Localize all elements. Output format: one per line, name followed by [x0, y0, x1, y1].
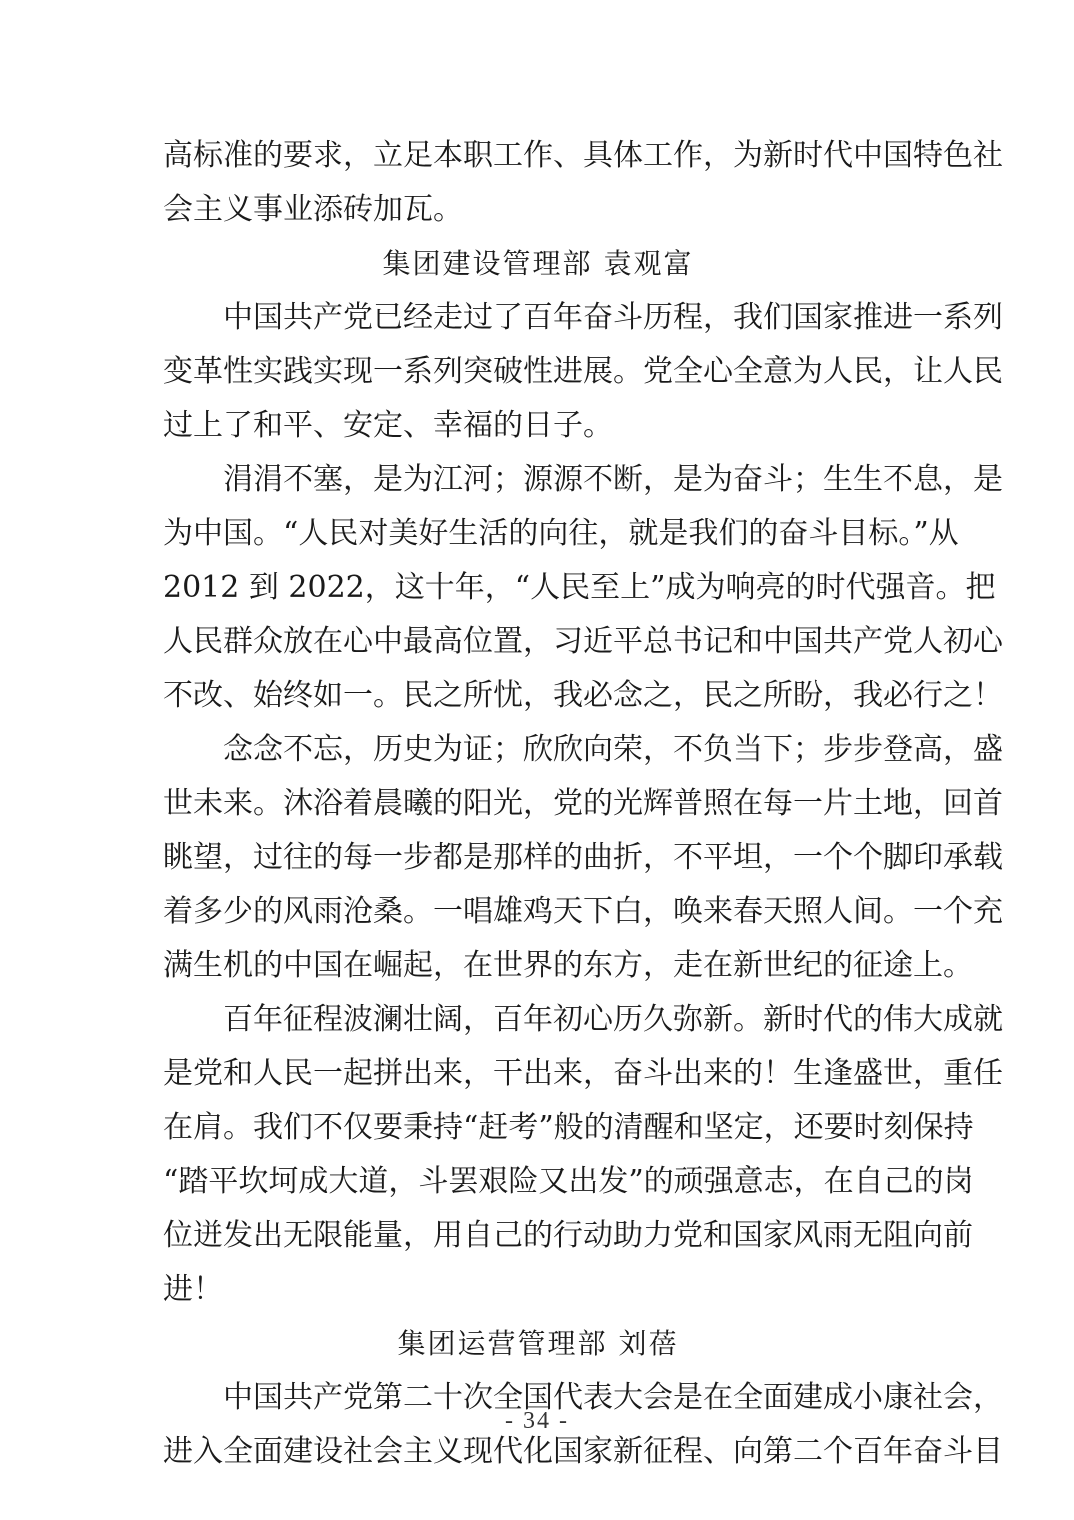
paragraph-line: 中国共产党已经走过了百年奋斗历程，我们国家推进一系列 — [223, 300, 1003, 335]
paragraph-line: 会主义事业添砖加瓦。 — [163, 192, 463, 227]
author-heading: 集团运营管理部 刘蓓 — [397, 1327, 679, 1360]
paragraph-line: 在肩。我们不仅要秉持“赶考”般的清醒和坚定，还要时刻保持 — [163, 1110, 974, 1145]
paragraph-line: 满生机的中国在崛起，在世界的东方，走在新世纪的征途上。 — [163, 948, 973, 983]
paragraph-line: 涓涓不塞，是为江河；源源不断，是为奋斗；生生不息，是 — [223, 462, 1003, 497]
paragraph-line: 过上了和平、安定、幸福的日子。 — [163, 408, 613, 443]
paragraph-line: 进入全面建设社会主义现代化国家新征程、向第二个百年奋斗目 — [163, 1434, 1003, 1469]
paragraph-line: 眺望，过往的每一步都是那样的曲折，不平坦，一个个脚印承载 — [163, 840, 1003, 875]
paragraph-line: 不改、始终如一。民之所忧，我必念之，民之所盼，我必行之！ — [163, 678, 1003, 713]
page-number: - 34 - — [505, 1408, 569, 1434]
paragraph-line: 是党和人民一起拼出来，干出来，奋斗出来的！生逢盛世，重任 — [163, 1056, 1003, 1091]
paragraph — [163, 291, 1003, 453]
paragraph-line: 念念不忘，历史为证；欣欣向荣，不负当下；步步登高，盛 — [223, 732, 1003, 767]
paragraph-line: 着多少的风雨沧桑。一唱雄鸡天下白，唤来春天照人间。一个充 — [163, 894, 1003, 929]
paragraph-line: “踏平坎坷成大道，斗罢艰险又出发”的顽强意志，在自己的岗 — [163, 1164, 974, 1199]
paragraph — [163, 723, 1003, 993]
paragraph-line: 位迸发出无限能量，用自己的行动助力党和国家风雨无阻向前 — [163, 1218, 973, 1253]
paragraph — [163, 453, 1003, 723]
paragraph-line: 进！ — [163, 1272, 223, 1307]
paragraph-line: 高标准的要求，立足本职工作、具体工作，为新时代中国特色社 — [163, 138, 1003, 173]
paragraph-line: 中国共产党第二十次全国代表大会是在全面建成小康社会， — [223, 1380, 1003, 1415]
paragraph — [163, 993, 1003, 1317]
paragraph-line: 为中国。“人民对美好生活的向往，就是我们的奋斗目标。”从 — [163, 516, 959, 551]
document-page — [163, 129, 1003, 1479]
paragraph-line: 人民群众放在心中最高位置，习近平总书记和中国共产党人初心 — [163, 624, 1003, 659]
paragraph — [163, 129, 1003, 237]
paragraph-line: 百年征程波澜壮阔，百年初心历久弥新。新时代的伟大成就 — [223, 1002, 1003, 1037]
author-heading: 集团建设管理部 袁观富 — [382, 247, 694, 280]
paragraph-line: 世未来。沐浴着晨曦的阳光，党的光辉普照在每一片土地，回首 — [163, 786, 1003, 821]
paragraph-line: 2012 到 2022，这十年，“人民至上”成为响亮的时代强音。把 — [163, 570, 996, 605]
paragraph-line: 变革性实践实现一系列突破性进展。党全心全意为人民，让人民 — [163, 354, 1003, 389]
